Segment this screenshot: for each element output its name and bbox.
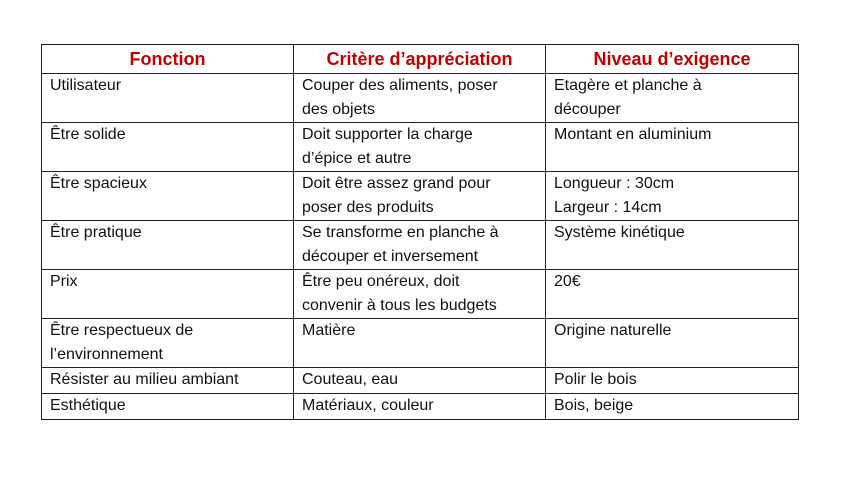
cell-text: Prix	[50, 273, 78, 290]
table-row	[42, 123, 799, 172]
table-row	[42, 319, 799, 368]
cell-text: Matière	[302, 322, 356, 339]
header-critere: Critère d’appréciation	[294, 45, 546, 74]
cell-fonction	[42, 172, 294, 221]
cell-niveau	[546, 394, 799, 420]
cell-text: d’épice et autre	[302, 150, 412, 167]
cell-text: Être respectueux de	[50, 322, 194, 339]
cell-text: convenir à tous les budgets	[302, 297, 497, 314]
cell-fonction	[42, 319, 294, 368]
cell-text: Etagère et planche à	[554, 77, 702, 94]
cell-text: Doit être assez grand pour	[302, 175, 491, 192]
cell-critere	[294, 319, 546, 368]
cell-text: Origine naturelle	[554, 322, 672, 339]
specification-table	[41, 44, 799, 420]
cell-text: Polir le bois	[554, 371, 637, 388]
table-row	[42, 172, 799, 221]
cell-critere	[294, 74, 546, 123]
table-row	[42, 74, 799, 123]
cell-fonction	[42, 74, 294, 123]
table-row	[42, 221, 799, 270]
cell-critere	[294, 221, 546, 270]
cell-text: Être spacieux	[50, 175, 147, 192]
cell-niveau	[546, 319, 799, 368]
cell-fonction	[42, 270, 294, 319]
cell-text: Être pratique	[50, 224, 142, 241]
table-row	[42, 394, 799, 420]
cell-text: Bois, beige	[554, 397, 634, 414]
cell-critere	[294, 368, 546, 394]
cell-text: Se transforme en planche à	[302, 224, 499, 241]
cell-critere	[294, 394, 546, 420]
cell-critere	[294, 123, 546, 172]
cell-text: poser des produits	[302, 199, 434, 216]
cell-text: découper et inversement	[302, 248, 479, 265]
cell-niveau	[546, 368, 799, 394]
cell-text: Largeur : 14cm	[554, 199, 662, 216]
header-fonction: Fonction	[42, 45, 294, 74]
cell-text: Doit supporter la charge	[302, 126, 473, 143]
cell-text: Utilisateur	[50, 77, 122, 94]
cell-text: Longueur : 30cm	[554, 175, 675, 192]
cell-critere	[294, 172, 546, 221]
cell-fonction	[42, 368, 294, 394]
cell-niveau	[546, 74, 799, 123]
cell-critere	[294, 270, 546, 319]
table-row	[42, 368, 799, 394]
cell-text: des objets	[302, 101, 375, 118]
table-row	[42, 270, 799, 319]
cell-text: Matériaux, couleur	[302, 397, 434, 414]
cell-text: l’environnement	[50, 346, 163, 363]
cell-text: Esthétique	[50, 397, 126, 414]
header-niveau: Niveau d’exigence	[546, 45, 799, 74]
cell-text: découper	[554, 101, 621, 118]
cell-niveau	[546, 270, 799, 319]
cell-text: Montant en aluminium	[554, 126, 712, 143]
cell-fonction	[42, 394, 294, 420]
cell-text: 20€	[554, 273, 581, 290]
cell-text: Être peu onéreux, doit	[302, 273, 460, 290]
cell-fonction	[42, 221, 294, 270]
cell-text: Être solide	[50, 126, 126, 143]
cell-text: Couteau, eau	[302, 371, 399, 388]
cell-fonction	[42, 123, 294, 172]
cell-text: Résister au milieu ambiant	[50, 371, 239, 388]
cell-niveau	[546, 221, 799, 270]
cell-niveau	[546, 123, 799, 172]
cell-text: Couper des aliments, poser	[302, 77, 498, 94]
header-row	[42, 45, 799, 74]
cell-text: Système kinétique	[554, 224, 685, 241]
cell-niveau	[546, 172, 799, 221]
